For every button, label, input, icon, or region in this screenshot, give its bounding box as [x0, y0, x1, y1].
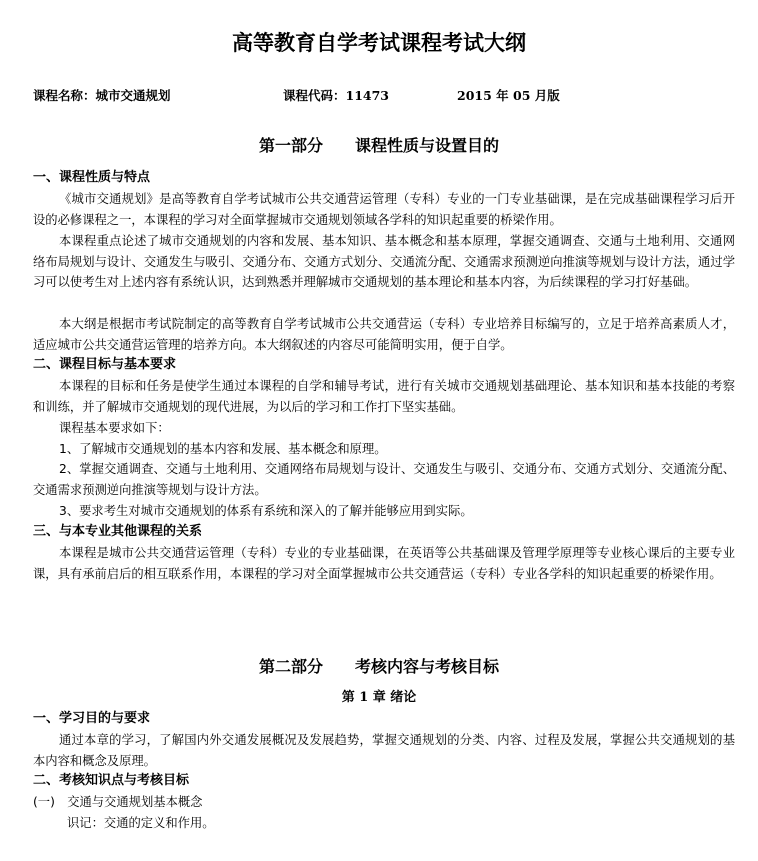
knowledge-point-item: (一) 交通与交通规划基本概念: [33, 795, 203, 809]
chapter-title: 第 1 章 绪论: [341, 690, 417, 705]
section-heading: 三、与本专业其他课程的关系: [33, 524, 203, 539]
section-heading: 二、考核知识点与考核目标: [33, 773, 190, 788]
paragraph: 通过本章的学习，了解国内外交通发展概况及发展趋势，掌握交通规划的分类、内容、过程及发展，掌握公共交通规划的基本内容和概念及原理。: [33, 733, 735, 768]
section-heading: 二、课程目标与基本要求: [33, 357, 177, 372]
requirements-intro: 课程基本要求如下：: [59, 421, 170, 435]
edition-date: 2015 年 05 月版: [457, 88, 560, 103]
paragraph: 本课程的目标和任务是使学生通过本课程的自学和辅导考试，进行有关城市交通规划基础理论、基本知识和基本技能的考察和训练，并了解城市交通规划的现代进展，为以后的学习和工作打下坚实基础。: [33, 379, 735, 414]
document-title: 高等教育自学考试课程考试大纲: [232, 30, 526, 55]
requirement-item: 3、要求考生对城市交通规划的体系有系统和深入的了解并能够应用到实际。: [59, 504, 473, 518]
requirement-item: 2、掌握交通调查、交通与土地利用、交通网络布局规划与设计、交通发生与吸引、交通分布、交通方式划分、交通流分配、交通需求预测逆向推演等规划与设计方法。: [33, 462, 735, 497]
part1-title: 第一部分 课程性质与设置目的: [258, 136, 499, 155]
knowledge-point-detail: 识记：交通的定义和作用。: [67, 816, 215, 830]
course-code: 课程代码：11473: [283, 88, 389, 103]
paragraph: 《城市交通规划》是高等教育自学考试城市公共交通营运管理（专科）专业的一门专业基础课，是在完成基础课程学习后开设的必修课程之一，本课程的学习对全面掌握城市交通规划领域各学科的知识起重要的桥梁作用。: [33, 192, 735, 227]
paragraph: 本课程是城市公共交通营运管理（专科）专业的专业基础课，在英语等公共基础课及管理学原理等专业核心课后的主要专业课，具有承前启后的相互联系作用，本课程的学习对全面掌握城市公共交通营运（专科）专业各学科的知识起重要的桥梁作用。: [33, 546, 735, 581]
part2-title: 第二部分 考核内容与考核目标: [258, 657, 499, 676]
course-name: 课程名称：城市交通规划: [33, 88, 171, 103]
section-heading: 一、学习目的与要求: [33, 711, 151, 726]
paragraph: 本课程重点论述了城市交通规划的内容和发展、基本知识、基本概念和基本原理，掌握交通调查、交通与土地利用、交通网络布局规划与设计、交通发生与吸引、交通分布、交通方式划分、交通流分配、交通需求预测逆向推演等规划与设计方法，通过学习可以使考生对上述内容有系统认识，达到熟悉并理解城市交通规划的基本理论和基本内容，为后续课程的学习打好基础。: [33, 234, 735, 290]
requirement-item: 1、了解城市交通规划的基本内容和发展、基本概念和原理。: [59, 442, 387, 456]
paragraph: 本大纲是根据市考试院制定的高等教育自学考试城市公共交通营运（专科）专业培养目标编写的，立足于培养高素质人才，适应城市公共交通营运管理的培养方向。本大纲叙述的内容尽可能简明实用，便于自学。: [33, 317, 735, 352]
course-meta: [0, 86, 758, 106]
section-heading: 一、课程性质与特点: [33, 170, 151, 185]
